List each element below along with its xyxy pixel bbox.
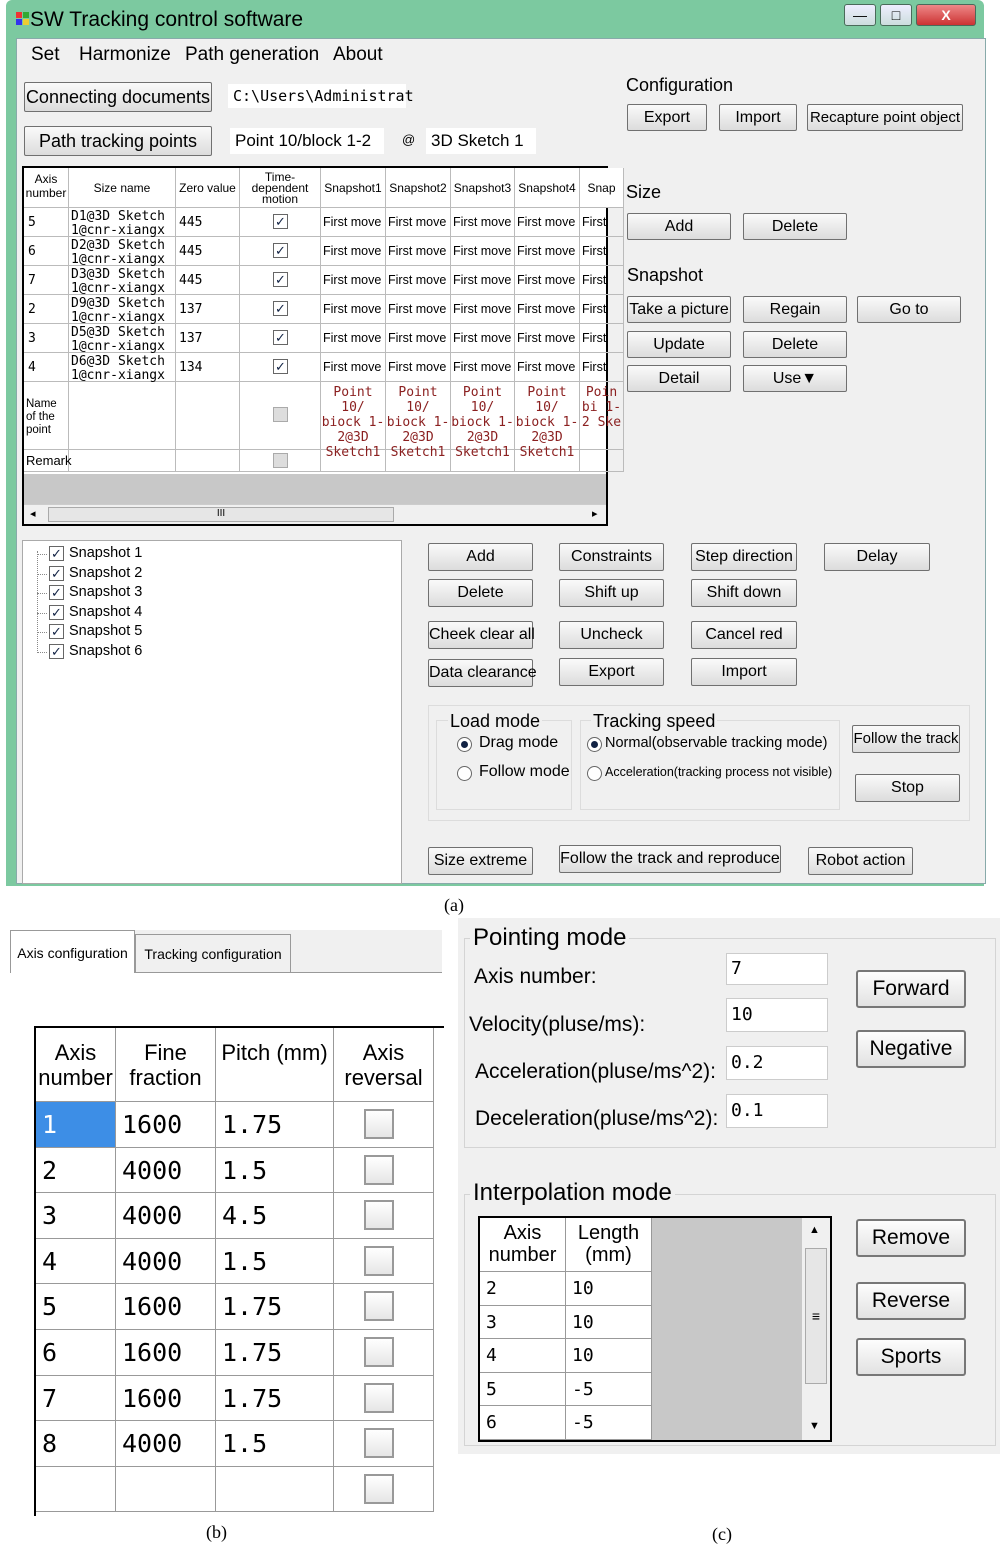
normal-speed-radio[interactable] [587,737,602,752]
grid-zero-value-cell[interactable]: 137 [176,324,240,353]
grid-remark-label: Remark [24,450,69,472]
grid-snapshot-cell[interactable]: First [580,353,624,382]
grid-axis-cell[interactable]: 7 [24,266,69,295]
grid-remark-cell[interactable] [386,450,451,472]
grid-header-cell: Snapshot2 [386,168,451,208]
grid-snapshot-cell[interactable]: First move [515,295,580,324]
grid-snapshot-cell[interactable]: First [580,237,624,266]
grid-snapshot-cell[interactable]: First move [451,353,515,382]
caption-a: (a) [444,895,464,915]
fine-fraction-cell[interactable]: 1600 [116,1376,216,1422]
grid-size-name-cell[interactable]: D6@3D Sketch 1@cnr-xiangx [69,353,176,382]
constraints-button[interactable]: Constraints [559,543,664,571]
grid-snapshot-cell[interactable]: First move [321,237,386,266]
acceleration-input[interactable]: 0.2 [726,1046,828,1080]
axis-reversal-cell [334,1102,434,1148]
go-to-button[interactable]: Go to [857,296,961,323]
grid-size-name-cell[interactable]: D3@3D Sketch 1@cnr-xiangx [69,266,176,295]
cancel-red-button[interactable]: Cancel red [691,621,797,649]
grid-zero-value-cell[interactable]: 445 [176,208,240,237]
axis-number-cell[interactable]: 3 [36,1193,116,1239]
load-mode-title: Load mode [450,711,541,731]
grid-name-of-point-label: Name of the point [24,382,69,450]
axis-data-grid [22,166,622,526]
take-picture-button[interactable]: Take a picture [627,296,731,323]
grid-snapshot-cell[interactable]: First move [386,208,451,237]
path-tracking-points-button[interactable]: Path tracking points [24,126,212,156]
grid-header-cell: Zero value [176,168,240,208]
snapshot-checkbox[interactable]: ✓ [49,546,64,561]
sketch-field[interactable]: 3D Sketch 1 [426,128,536,154]
scroll-thumb[interactable]: III [48,507,394,522]
grid-axis-cell[interactable]: 4 [24,353,69,382]
grid-size-name-cell[interactable]: D1@3D Sketch 1@cnr-xiangx [69,208,176,237]
axis-number-cell[interactable]: 5 [36,1284,116,1330]
delay-button[interactable]: Delay [824,543,930,571]
point-field[interactable]: Point 10/block 1-2 [230,128,384,154]
follow-mode-radio[interactable] [457,766,472,781]
pitch-cell[interactable]: 1.75 [216,1376,334,1422]
grid-snapshot-cell[interactable]: First move [515,237,580,266]
grid-motion-cell [240,266,321,295]
snapshot-checkbox[interactable]: ✓ [49,624,64,639]
axis-table-header: Fine fraction [116,1028,216,1102]
grid-snapshot-cell[interactable]: First move [321,353,386,382]
tree-connector [37,574,47,575]
grid-empty-area [24,474,606,504]
axis-table-header: Pitch (mm) [216,1028,334,1102]
fine-fraction-cell[interactable]: 1600 [116,1330,216,1376]
grid-motion-cell [240,295,321,324]
axis-number-cell[interactable]: 7 [36,1376,116,1422]
snapshot-update-button[interactable]: Update [627,331,731,358]
grid-header-cell: Size name [69,168,176,208]
fine-fraction-cell[interactable]: 4000 [116,1148,216,1194]
grid-size-name-cell[interactable]: D2@3D Sketch 1@cnr-xiangx [69,237,176,266]
interp-length-cell[interactable]: -5 [566,1406,652,1440]
axis-number-label: Axis number: [474,965,597,988]
grid-snapshot-cell[interactable]: First [580,266,624,295]
tree-line [37,551,38,651]
pitch-cell[interactable]: 1.5 [216,1148,334,1194]
tab-axis-configuration[interactable]: Axis configuration [10,930,135,974]
follow-track-button[interactable]: Follow the track [852,725,960,753]
vertical-scrollbar[interactable] [802,1218,830,1440]
deceleration-input[interactable]: 0.1 [726,1094,828,1128]
robot-action-button[interactable]: Robot action [808,847,913,875]
axis-reversal-checkbox[interactable] [364,1474,394,1504]
grid-zero-value-cell[interactable]: 445 [176,266,240,295]
interp-length-cell[interactable]: 10 [566,1339,652,1373]
negative-button[interactable]: Negative [856,1030,966,1068]
axis-reversal-cell [334,1330,434,1376]
fine-fraction-cell[interactable]: 4000 [116,1421,216,1467]
tab-tracking-configuration[interactable]: Tracking configuration [135,934,291,972]
grid-header-cell: Snapshot1 [321,168,386,208]
snapshot-checkbox[interactable]: ✓ [49,585,64,600]
grid-size-name-cell[interactable]: D5@3D Sketch 1@cnr-xiangx [69,324,176,353]
check-clear-all-button[interactable]: Cheek clear all [428,621,533,649]
reverse-button[interactable]: Reverse [856,1282,966,1320]
grid-snapshot-cell[interactable]: First move [451,266,515,295]
grid-snapshot-cell[interactable]: First move [321,324,386,353]
grid-motion-cell [240,324,321,353]
pitch-cell[interactable] [216,1467,334,1513]
time-dependent-checkbox[interactable]: ✓ [273,330,288,345]
interp-axis-cell[interactable]: 5 [480,1373,566,1407]
axis-config-table [34,1026,444,1516]
deceleration-label: Deceleration(pluse/ms^2): [475,1107,719,1130]
interp-length-cell[interactable]: -5 [566,1373,652,1407]
normal-speed-label: Normal(observable tracking mode) [605,735,828,751]
scroll-right-icon[interactable]: ▸ [592,508,598,520]
snapshot-checkbox[interactable]: ✓ [49,644,64,659]
axis-number-cell[interactable]: 6 [36,1330,116,1376]
axis-reversal-cell [334,1239,434,1285]
grid-snapshot-cell[interactable]: First move [515,266,580,295]
grid-point-name-cell[interactable]: Point 10/ biock 1-2@3D Sketch1 [515,382,580,450]
grid-snapshot-cell[interactable]: First move [386,266,451,295]
snapshot-title: Snapshot [627,265,704,285]
grid-size-name-cell[interactable]: D9@3D Sketch 1@cnr-xiangx [69,295,176,324]
drag-mode-label: Drag mode [479,734,559,751]
axis-reversal-checkbox[interactable] [364,1291,394,1321]
scroll-grip-icon[interactable]: ≡ [805,1248,827,1384]
grid-header-cell: Axis number [24,168,69,208]
snapshot-delete-button[interactable]: Delete [743,331,847,358]
tree-connector [37,554,47,555]
pitch-cell[interactable]: 4.5 [216,1193,334,1239]
grid-axis-cell[interactable]: 2 [24,295,69,324]
axis-number-input[interactable]: 7 [726,953,828,985]
horizontal-scrollbar[interactable] [24,504,606,524]
grid-snapshot-cell[interactable]: First move [386,324,451,353]
snapshot-label: Snapshot 2 [69,564,143,581]
interp-table-header: Length (mm) [566,1218,652,1272]
export-button[interactable]: Export [559,658,664,686]
grid-snapshot-cell[interactable]: First move [321,266,386,295]
tree-connector [37,632,47,633]
tree-connector [37,652,47,653]
follow-mode-label: Follow mode [479,763,570,780]
grid-point-name-cell[interactable]: Poin bi 1-2 Ske [580,382,624,450]
grid-motion-cell [240,382,321,450]
interpolation-mode-title: Interpolation mode [470,1179,675,1207]
size-title: Size [626,182,662,202]
axis-reversal-checkbox[interactable] [364,1155,394,1185]
grid-remark-cell[interactable] [515,450,580,472]
axis-number-cell[interactable]: 2 [36,1148,116,1194]
grid-axis-cell[interactable]: 6 [24,237,69,266]
grid-remark-cell[interactable] [580,450,624,472]
velocity-input[interactable]: 10 [726,998,828,1032]
snapshot-label: Snapshot 4 [69,603,143,620]
pitch-cell[interactable]: 1.75 [216,1102,334,1148]
interp-axis-cell[interactable]: 6 [480,1406,566,1440]
grid-empty-cell [176,450,240,472]
tree-connector [37,593,47,594]
axis-reversal-cell [334,1376,434,1422]
axis-number-cell[interactable] [36,1467,116,1513]
snapshot-label: Snapshot 3 [69,584,143,600]
interpolation-table [478,1216,832,1442]
grid-motion-cell [240,208,321,237]
scroll-down-icon[interactable]: ▼ [809,1420,820,1432]
grid-snapshot-cell[interactable]: First move [321,295,386,324]
time-dependent-checkbox[interactable]: ✓ [273,243,288,258]
config-import-button[interactable]: Import [719,104,797,131]
grid-axis-cell[interactable]: 3 [24,324,69,353]
velocity-label: Velocity(pluse/ms): [469,1013,646,1036]
caption-c: (c) [712,1524,732,1544]
acceleration-radio[interactable] [587,766,602,781]
grid-snapshot-cell[interactable]: First move [451,324,515,353]
minimize-button[interactable]: — [844,4,876,26]
grid-zero-value-cell[interactable]: 445 [176,237,240,266]
axis-reversal-checkbox[interactable] [364,1109,394,1139]
interp-axis-cell[interactable]: 2 [480,1272,566,1306]
grid-snapshot-cell[interactable]: First move [386,353,451,382]
add-button[interactable]: Add [428,543,533,571]
data-clearance-button[interactable]: Data clearance [428,659,533,687]
configuration-title: Configuration [626,75,734,95]
grid-snapshot-cell[interactable]: First move [515,353,580,382]
grid-motion-cell [240,353,321,382]
tracking-speed-title: Tracking speed [593,711,716,731]
interp-axis-cell[interactable]: 4 [480,1339,566,1373]
document-path-field[interactable]: C:\Users\Administrat [228,84,406,108]
grid-motion-cell [240,450,321,472]
grid-header-cell: Snapshot3 [451,168,515,208]
time-dependent-checkbox[interactable]: ✓ [273,272,288,287]
grid-header-cell: Snapshot4 [515,168,580,208]
interp-length-cell[interactable]: 10 [566,1272,652,1306]
grid-axis-cell[interactable]: 5 [24,208,69,237]
grid-snapshot-cell[interactable]: First [580,208,624,237]
pointing-mode-title: Pointing mode [470,924,629,952]
axis-reversal-checkbox[interactable] [364,1200,394,1230]
snapshot-detail-button[interactable]: Detail [627,365,731,392]
forward-button[interactable]: Forward [856,970,966,1008]
grid-snapshot-cell[interactable]: First move [515,324,580,353]
close-button[interactable]: X [916,4,976,26]
grid-snapshot-cell[interactable]: First [580,324,624,353]
stop-button[interactable]: Stop [855,774,960,802]
axis-reversal-checkbox[interactable] [364,1246,394,1276]
pitch-cell[interactable]: 1.75 [216,1284,334,1330]
shift-down-button[interactable]: Shift down [691,579,797,607]
scroll-up-icon[interactable]: ▲ [809,1224,820,1236]
fine-fraction-cell[interactable]: 4000 [116,1193,216,1239]
size-add-button[interactable]: Add [627,213,731,240]
snapshot-label: Snapshot 5 [69,623,143,639]
caption-b: (b) [206,1522,227,1542]
grid-header-cell: Snap [580,168,624,208]
snapshot-label: Snapshot 1 [69,545,143,561]
time-dependent-checkbox[interactable]: ✓ [273,214,288,229]
interp-table-header: Axis number [480,1218,566,1272]
grid-snapshot-cell[interactable]: First move [321,208,386,237]
snapshot-tree [22,540,402,884]
pitch-cell[interactable]: 1.5 [216,1421,334,1467]
import-button[interactable]: Import [691,658,797,686]
config-export-button[interactable]: Export [627,104,707,131]
axis-table-header: Axis reversal [334,1028,434,1102]
grid-empty-cell [176,382,240,450]
follow-reproduce-button[interactable]: Follow the track and reproduce [559,845,781,873]
time-dependent-checkbox[interactable]: ✓ [273,359,288,374]
fine-fraction-cell[interactable]: 4000 [116,1239,216,1285]
interp-axis-cell[interactable]: 3 [480,1306,566,1340]
fine-fraction-cell[interactable] [116,1467,216,1513]
axis-reversal-cell [334,1421,434,1467]
axis-number-cell[interactable]: 4 [36,1239,116,1285]
window-title: SW Tracking control software [30,8,304,31]
grid-zero-value-cell[interactable]: 134 [176,353,240,382]
menu-harmonize[interactable]: Harmonize [79,44,171,65]
axis-reversal-cell [334,1148,434,1194]
grid-point-name-cell[interactable]: Point 10/ biock 1-2@3D Sketch1 [451,382,515,450]
scroll-left-icon[interactable]: ◂ [30,508,36,520]
at-symbol: @ [402,132,416,147]
snapshot-use-dropdown[interactable]: Use▼ [743,365,847,392]
uncheck-button[interactable]: Uncheck [559,621,664,649]
connecting-documents-button[interactable]: Connecting documents [24,82,212,112]
remove-button[interactable]: Remove [856,1219,966,1257]
drag-mode-radio[interactable] [457,737,472,752]
grid-snapshot-cell[interactable]: First move [451,237,515,266]
fine-fraction-cell[interactable]: 1600 [116,1284,216,1330]
recapture-point-button[interactable]: Recapture point object [807,104,963,131]
snapshot-checkbox[interactable]: ✓ [49,566,64,581]
grid-point-name-cell[interactable]: Point 10/ biock 1-2@3D Sketch1 [386,382,451,450]
snapshot-label: Snapshot 6 [69,642,143,659]
axis-reversal-cell [334,1193,434,1239]
axis-reversal-checkbox[interactable] [364,1383,394,1413]
grid-remark-cell[interactable] [321,450,386,472]
axis-table-header: Axis number [36,1028,116,1102]
remark-row-checkbox[interactable] [273,453,288,468]
grid-empty-cell [69,450,176,472]
grid-snapshot-cell[interactable]: First move [451,295,515,324]
menu-about[interactable]: About [333,44,383,65]
size-extreme-button[interactable]: Size extreme [428,847,533,875]
axis-reversal-cell [334,1467,434,1513]
grid-snapshot-cell[interactable]: First move [386,295,451,324]
sports-button[interactable]: Sports [856,1338,966,1376]
snapshot-checkbox[interactable]: ✓ [49,605,64,620]
grid-snapshot-cell[interactable]: First move [515,208,580,237]
regain-button[interactable]: Regain [743,296,847,323]
app-icon [16,12,30,26]
acceleration-label: Acceleration(tracking process not visible) [605,765,833,779]
time-dependent-checkbox[interactable]: ✓ [273,301,288,316]
grid-motion-cell [240,237,321,266]
axis-number-cell-selected[interactable]: 1 [36,1102,116,1148]
grid-empty-cell [69,382,176,450]
delete-button[interactable]: Delete [428,579,533,607]
maximize-button[interactable]: □ [880,4,912,26]
grid-remark-cell[interactable] [451,450,515,472]
acceleration-label-c: Acceleration(pluse/ms^2): [475,1060,716,1083]
axis-reversal-checkbox[interactable] [364,1337,394,1367]
grid-zero-value-cell[interactable]: 137 [176,295,240,324]
pitch-cell[interactable]: 1.5 [216,1239,334,1285]
menu-set[interactable]: Set [31,44,60,65]
size-delete-button[interactable]: Delete [743,213,847,240]
interp-length-cell[interactable]: 10 [566,1306,652,1340]
shift-up-button[interactable]: Shift up [559,579,664,607]
step-direction-button[interactable]: Step direction [691,543,797,571]
axis-reversal-cell [334,1284,434,1330]
grid-snapshot-cell[interactable]: First move [451,208,515,237]
grid-snapshot-cell[interactable]: First [580,295,624,324]
menu-path-generation[interactable]: Path generation [185,44,320,65]
pitch-cell[interactable]: 1.75 [216,1330,334,1376]
grid-point-name-cell[interactable]: Point 10/ biock 1-2@3D Sketch1 [321,382,386,450]
tree-connector [37,613,47,614]
grid-snapshot-cell[interactable]: First move [386,237,451,266]
name-row-checkbox[interactable] [273,407,288,422]
fine-fraction-cell[interactable]: 1600 [116,1102,216,1148]
grid-header-cell: Time-dependent motion [240,168,321,208]
axis-number-cell[interactable]: 8 [36,1421,116,1467]
axis-reversal-checkbox[interactable] [364,1428,394,1458]
